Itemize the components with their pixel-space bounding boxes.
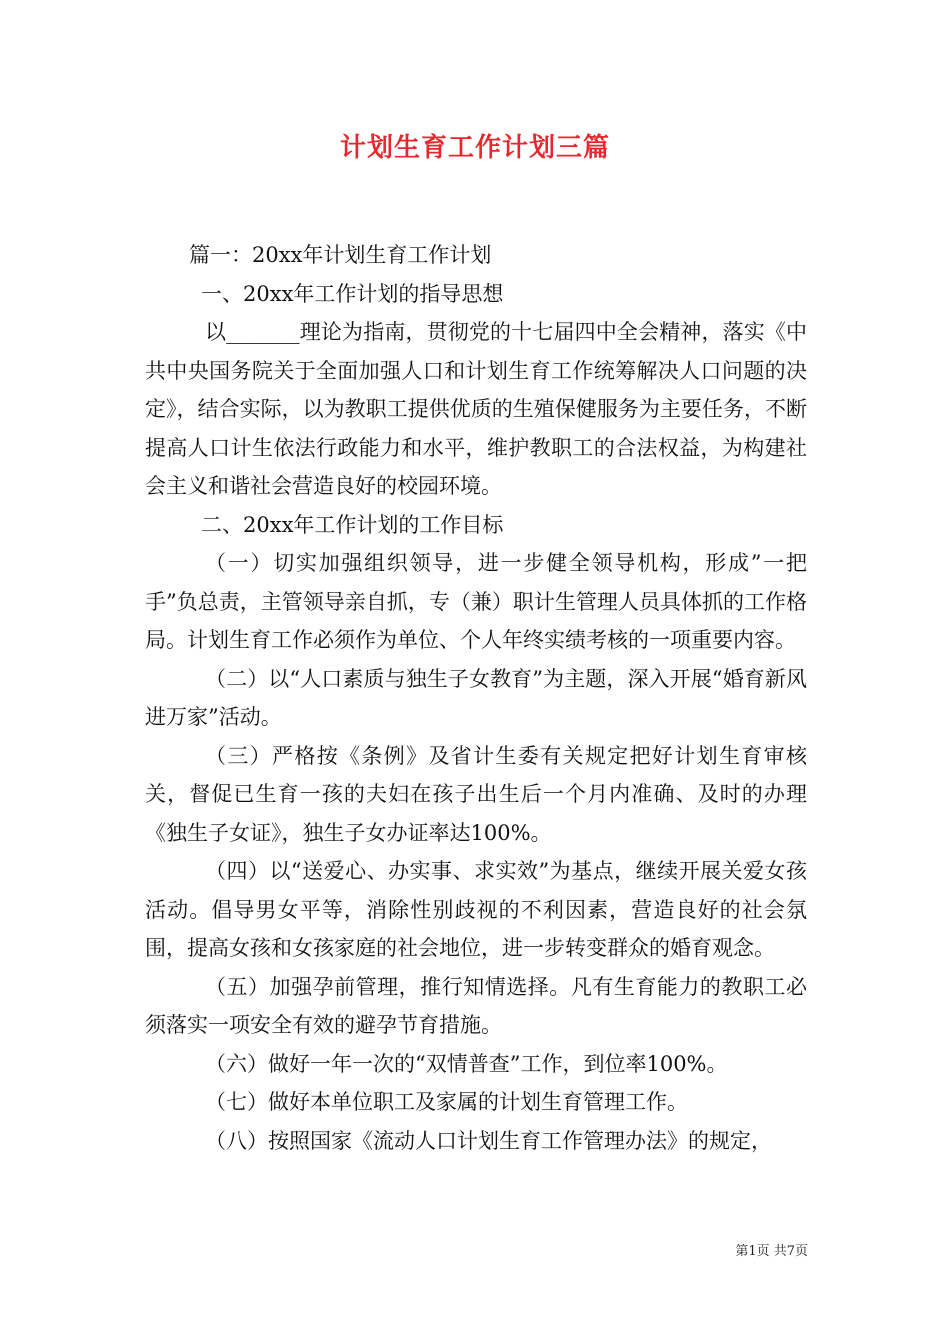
page-number: 第1页 共7页 <box>735 1244 808 1259</box>
body-paragraph: （五）加强孕前管理，推行知情选择。凡有生育能力的教职工必须落实一项安全有效的避孕节育措施。 <box>145 974 807 1037</box>
body-paragraph: （二）以“人口素质与独生子女教育”为主题，深入开展“婚育新风进万家”活动。 <box>145 666 807 729</box>
body-paragraph: （一）切实加强组织领导，进一步健全领导机构，形成”一把手”负总责，主管领导亲自抓，专（兼）职计生管理人员具体抓的工作格局。计划生育工作必须作为单位、个人年终实绩考核的一项重要内容。 <box>145 551 807 652</box>
document-title: 计划生育工作计划三篇 <box>339 133 610 163</box>
body-paragraph: 以_______理论为指南，贯彻党的十七届四中全会精神，落实《中共中央国务院关于全面加强人口和计划生育工作统筹解决人口问题的决定》，结合实际，以为教职工提供优质的生殖保健服务为主要任务，不断提高人口计生依法行政能力和水平，维护教职工的合法权益，为构建社会主义和谐社会营造良好的校园环境。 <box>145 320 807 498</box>
body-paragraph: （八）按照国家《流动人口计划生育工作管理办法》的规定， <box>205 1128 772 1153</box>
chapter-heading: 篇一：20xx年计划生育工作计划 <box>189 243 492 267</box>
body-paragraph: （三）严格按《条例》及省计生委有关规定把好计划生育审核关，督促已生育一孩的夫妇在孩子出生后一个月内准确、及时的办理《独生子女证》，独生子女办证率达100%。 <box>145 743 807 845</box>
body-paragraph: （七）做好本单位职工及家属的计划生育管理工作。 <box>205 1090 688 1114</box>
body-paragraph: （六）做好一年一次的“双情普查”工作，到位率100%。 <box>205 1051 728 1076</box>
section-heading: 二、20xx年工作计划的工作目标 <box>201 512 504 537</box>
body-paragraph: （四）以“送爱心、办实事、求实效”为基点，继续开展关爱女孩活动。倡导男女平等，消除性别歧视的不利因素，营造良好的社会氛围，提高女孩和女孩家庭的社会地位，进一步转变群众的婚育观念。 <box>145 859 807 960</box>
section-heading: 一、20xx年工作计划的指导思想 <box>201 281 504 306</box>
document-body <box>145 236 807 1160</box>
